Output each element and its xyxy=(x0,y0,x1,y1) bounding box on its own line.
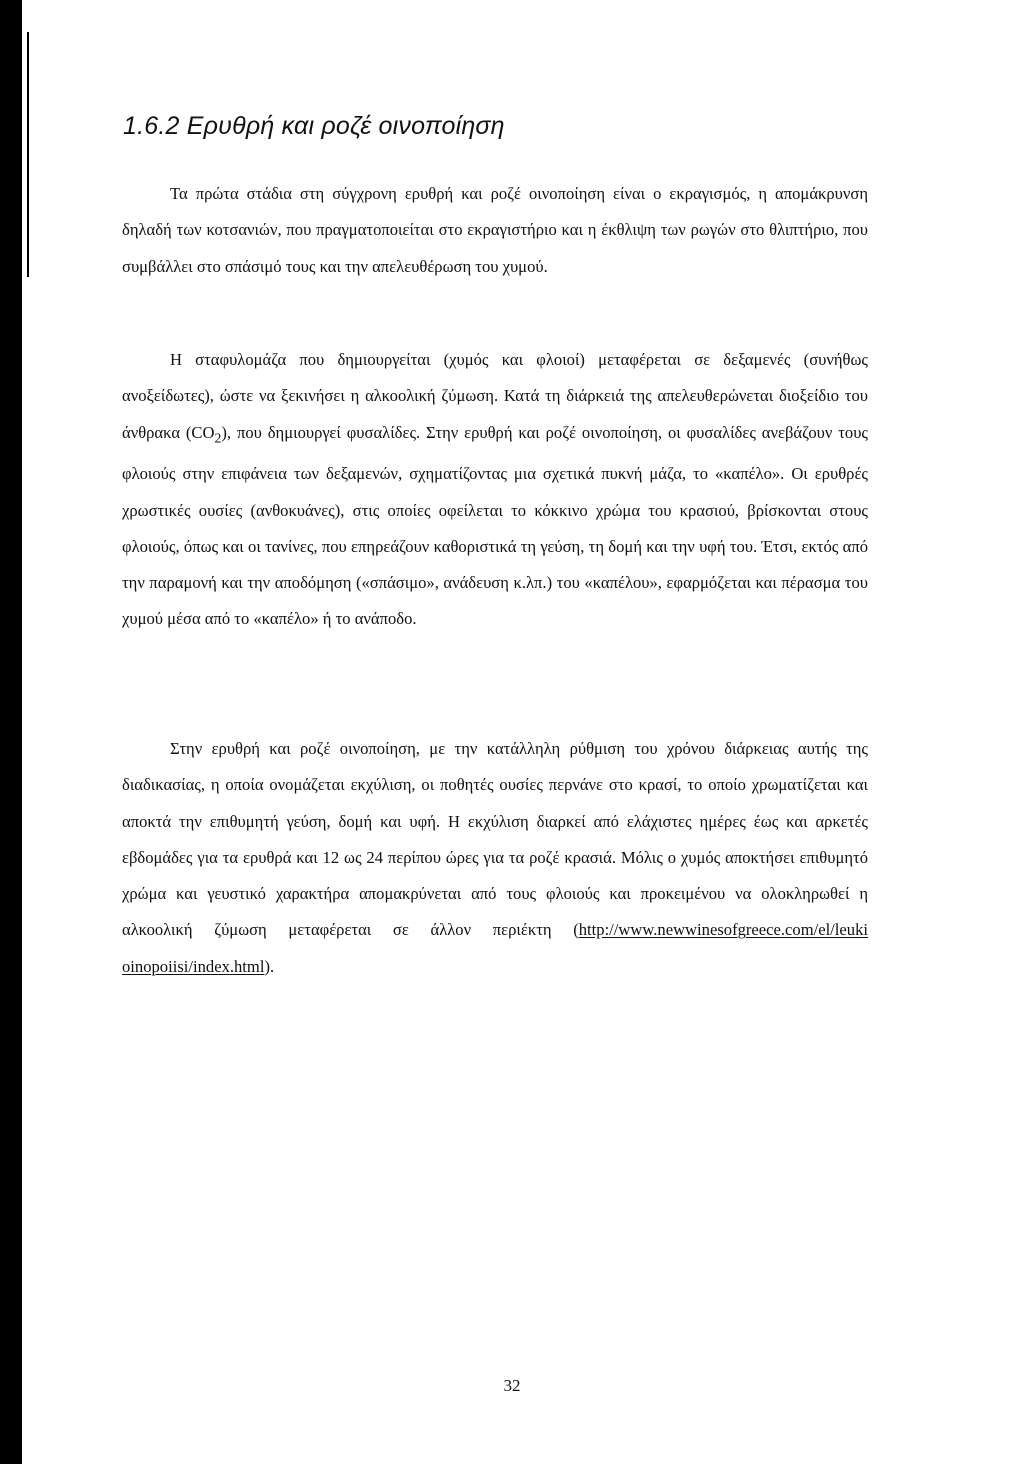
section-heading: 1.6.2 Ερυθρή και ροζέ οινοποίηση xyxy=(123,112,505,140)
citation-open: ( xyxy=(551,920,579,940)
citation-close: ). xyxy=(264,956,275,976)
scan-edge-line xyxy=(27,32,29,277)
citation-link[interactable]: http://www.newwinesofgreece.com/el/leuki oinopoiisi/index.html xyxy=(122,920,868,976)
paragraph-text: Η σταφυλομάζα που δημιουργείται (χυμός και φλοιοί) μεταφέρεται σε δεξαμενές (συνήθως ανοξείδωτες), ώστε να ξεκινήσει η αλκοολική ζύμωση. Κατά τη διάρκειά της απελευθερώνεται διοξείδιο του άνθρακα (CO xyxy=(122,350,868,442)
paragraph-fermentation xyxy=(122,342,868,638)
paragraph-extraction: Τα πρώτα στάδια στη σύγχρονη ερυθρή και ροζέ οινοποίηση είναι ο εκραγισμός, η απομάκρυνση δηλαδή των κοτσανιών, που πραγματοποιείται στο εκραγιστήριο και η έκθλιψη των ρωγών στο θλιπτήριο, που συμβάλλει στο σπάσιμό τους και την απελευθέρωση του χυμού. xyxy=(122,184,868,276)
page-number: 32 xyxy=(503,1376,521,1395)
paragraph-text: ), που δημιουργεί φυσαλίδες. Στην ερυθρή και ροζέ οινοποίηση, οι φυσαλίδες ανεβάζουν τους φλοιούς στην επιφάνεια των δεξαμενών, σχηματίζοντας μια σχετικά πυκνή μάζα, το «καπέλο». Οι ερυθρές χρωστικές ουσίες (ανθοκυάνες), στις οποίες οφείλεται το κόκκινο χρώμα του κρασιού, βρίσκονται στους φλοιούς, όπως και οι τανίνες, που επηρεάζουν καθοριστικά τη γεύση, τη δομή και την υφή του. Έτσι, εκτός από την παραμονή και την αποδόμηση («σπάσιμο», ανάδευση κ.λπ.) του «καπέλου», εφαρμόζεται και πέρασμα του χυμού μέσα από το «καπέλο» ή το ανάποδο. xyxy=(122,422,868,629)
paragraph-text: Στην ερυθρή και ροζέ οινοποίηση, με την κατάλληλη ρύθμιση του χρόνου διάρκειας αυτής της διαδικασίας, η οποία ονομάζεται εκχύλιση, οι ποθητές ουσίες περνάνε στο κρασί, το οποίο χρωματίζεται και αποκτά την επιθυμητή γεύση, δομή και υφή. Η εκχύλιση διαρκεί από ελάχιστες ημέρες έως και αρκετές εβδομάδες για τα ερυθρά και 12 ως 24 περίπου ώρες για τα ροζέ κρασιά. Μόλις ο χυμός αποκτήσει επιθυμητό χρώμα και γευστικό χαρακτήρα απομακρύνεται από τους φλοιούς και προκειμένου να ολοκληρωθεί η αλκοολική ζύμωση μεταφέρεται σε άλλον περιέκτη xyxy=(122,739,868,940)
co2-subscript: 2 xyxy=(214,429,222,445)
paragraph-maceration xyxy=(122,731,868,985)
scan-edge-bar xyxy=(0,0,22,1464)
